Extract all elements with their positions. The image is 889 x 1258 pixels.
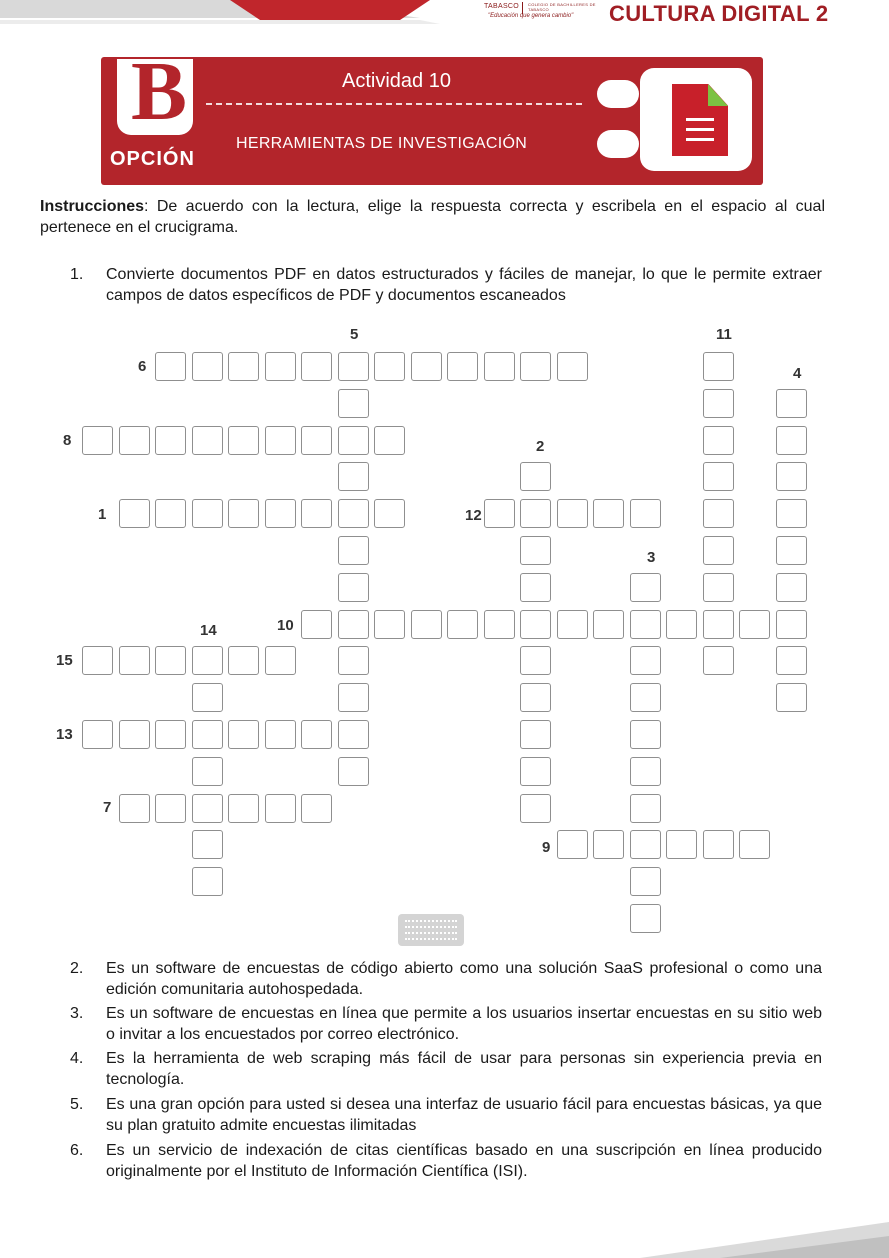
crossword-cell[interactable] xyxy=(338,426,369,455)
crossword-cell[interactable] xyxy=(520,536,551,565)
crossword-cell[interactable] xyxy=(630,757,661,786)
clue-number-15: 15 xyxy=(56,652,73,669)
crossword-cell[interactable] xyxy=(520,720,551,749)
crossword-cell[interactable] xyxy=(520,683,551,712)
crossword-cell[interactable] xyxy=(520,499,551,528)
crossword-cell[interactable] xyxy=(776,646,807,675)
crossword-cell[interactable] xyxy=(703,573,734,602)
crossword-cell[interactable] xyxy=(301,794,332,823)
crossword-cell[interactable] xyxy=(520,573,551,602)
crossword-cell[interactable] xyxy=(557,499,588,528)
crossword-cell[interactable] xyxy=(265,794,296,823)
crossword-cell[interactable] xyxy=(338,757,369,786)
clue-number-13: 13 xyxy=(56,726,73,743)
crossword-cell[interactable] xyxy=(338,352,369,381)
crossword-cell[interactable] xyxy=(338,462,369,491)
crossword-cell[interactable] xyxy=(119,426,150,455)
crossword-cell[interactable] xyxy=(630,867,661,896)
crossword-cell[interactable] xyxy=(338,683,369,712)
crossword-cell[interactable] xyxy=(301,720,332,749)
footer-swoosh-graphic xyxy=(600,1222,889,1258)
crossword-cell[interactable] xyxy=(119,499,150,528)
banner-knob-top xyxy=(597,80,639,108)
crossword-cell[interactable] xyxy=(630,904,661,933)
clue-number-8: 8 xyxy=(63,432,72,449)
crossword-cell[interactable] xyxy=(630,499,661,528)
crossword-cell[interactable] xyxy=(192,646,223,675)
crossword-cell[interactable] xyxy=(374,610,405,639)
clue-number-11: 11 xyxy=(716,326,732,343)
crossword-cell[interactable] xyxy=(301,610,332,639)
crossword-cell[interactable] xyxy=(192,683,223,712)
crossword-cell[interactable] xyxy=(630,720,661,749)
crossword-cell[interactable] xyxy=(520,757,551,786)
question-text: Es un software de encuestas de código abierto como una solución SaaS profesional o como una edición comunitaria autohospedada. xyxy=(106,960,822,998)
crossword-cell[interactable] xyxy=(557,352,588,381)
crossword-cell[interactable] xyxy=(776,573,807,602)
crossword-cell[interactable] xyxy=(557,610,588,639)
crossword-cell[interactable] xyxy=(484,352,515,381)
crossword-cell[interactable] xyxy=(630,683,661,712)
activity-title: Actividad 10 xyxy=(342,70,451,92)
crossword-cell[interactable] xyxy=(192,867,223,896)
question-number: 1. xyxy=(70,266,84,283)
document-line xyxy=(686,138,714,141)
crossword-cell[interactable] xyxy=(520,352,551,381)
clue-number-10: 10 xyxy=(277,617,294,634)
crossword-cell[interactable] xyxy=(374,426,405,455)
crossword-cell[interactable] xyxy=(301,352,332,381)
crossword-cell[interactable] xyxy=(228,426,259,455)
motto: "Educación que genera cambio" xyxy=(488,13,574,19)
keyboard-icon xyxy=(398,914,464,946)
crossword-cell[interactable] xyxy=(155,499,186,528)
clue-number-6: 6 xyxy=(138,358,147,375)
question-number: 5. xyxy=(70,1096,84,1113)
college-logo: COLEGIO DE BACHILLERES DE TABASCO xyxy=(528,2,596,12)
crossword-cell[interactable] xyxy=(703,610,734,639)
crossword-cell[interactable] xyxy=(338,646,369,675)
question-text: Convierte documentos PDF en datos estructurados y fáciles de manejar, lo que le permite extraer campos de datos específicos de PDF y documentos escaneados xyxy=(106,266,822,304)
crossword-cell[interactable] xyxy=(630,573,661,602)
clue-number-1: 1 xyxy=(98,506,107,523)
crossword-cell[interactable] xyxy=(739,830,770,859)
crossword-cell[interactable] xyxy=(593,499,624,528)
crossword-cell[interactable] xyxy=(411,352,442,381)
crossword-cell[interactable] xyxy=(192,794,223,823)
banner-knob-bottom xyxy=(597,130,639,158)
crossword-cell[interactable] xyxy=(265,499,296,528)
crossword-cell[interactable] xyxy=(776,462,807,491)
crossword-cell[interactable] xyxy=(374,499,405,528)
crossword-cell[interactable] xyxy=(520,462,551,491)
question-number: 2. xyxy=(70,960,84,977)
crossword-cell[interactable] xyxy=(703,499,734,528)
crossword-cell[interactable] xyxy=(776,499,807,528)
crossword-cell[interactable] xyxy=(703,352,734,381)
crossword-cell[interactable] xyxy=(739,610,770,639)
crossword-cell[interactable] xyxy=(484,499,515,528)
crossword-cell[interactable] xyxy=(666,610,697,639)
crossword-cell[interactable] xyxy=(228,646,259,675)
crossword-cell[interactable] xyxy=(520,610,551,639)
clue-number-3: 3 xyxy=(647,549,656,566)
crossword-cell[interactable] xyxy=(192,757,223,786)
instructions xyxy=(40,196,825,238)
crossword-cell[interactable] xyxy=(265,646,296,675)
crossword-cell[interactable] xyxy=(119,646,150,675)
crossword-cell[interactable] xyxy=(338,573,369,602)
crossword-cell[interactable] xyxy=(338,389,369,418)
crossword-cell[interactable] xyxy=(520,646,551,675)
crossword-cell[interactable] xyxy=(593,610,624,639)
crossword-cell[interactable] xyxy=(776,683,807,712)
crossword-cell[interactable] xyxy=(630,794,661,823)
top-header xyxy=(0,0,889,30)
crossword-cell[interactable] xyxy=(776,389,807,418)
instructions-label: Instrucciones xyxy=(40,198,145,215)
crossword-cell[interactable] xyxy=(192,830,223,859)
document-line xyxy=(686,118,714,121)
crossword-cell[interactable] xyxy=(82,720,113,749)
crossword-cell[interactable] xyxy=(338,610,369,639)
crossword-cell[interactable] xyxy=(703,646,734,675)
crossword-cell[interactable] xyxy=(776,610,807,639)
crossword-cell[interactable] xyxy=(338,536,369,565)
crossword-cell[interactable] xyxy=(703,389,734,418)
crossword-cell[interactable] xyxy=(228,499,259,528)
crossword-cell[interactable] xyxy=(484,610,515,639)
crossword-cell[interactable] xyxy=(447,352,478,381)
crossword-cell[interactable] xyxy=(228,794,259,823)
crossword-cell[interactable] xyxy=(630,646,661,675)
crossword-cell[interactable] xyxy=(192,499,223,528)
crossword-cell[interactable] xyxy=(338,499,369,528)
clue-number-14: 14 xyxy=(200,622,217,639)
crossword-cell[interactable] xyxy=(155,794,186,823)
question-text: Es un servicio de indexación de citas científicas basado en una suscripción en línea producido originalmente por el Instituto de Información Científica (ISI). xyxy=(106,1142,822,1180)
crossword-cell[interactable] xyxy=(776,536,807,565)
topic-title: HERRAMIENTAS DE INVESTIGACIÓN xyxy=(236,135,528,152)
crossword-cell[interactable] xyxy=(703,462,734,491)
option-letter: B xyxy=(131,45,188,138)
crossword-cell[interactable] xyxy=(301,499,332,528)
question-5 xyxy=(70,1094,822,1136)
clue-number-2: 2 xyxy=(536,438,545,455)
crossword-cell[interactable] xyxy=(301,426,332,455)
crossword-cell[interactable] xyxy=(265,720,296,749)
document-line xyxy=(686,128,714,131)
crossword-cell[interactable] xyxy=(703,536,734,565)
crossword-cell[interactable] xyxy=(666,830,697,859)
crossword-cell[interactable] xyxy=(374,352,405,381)
question-number: 4. xyxy=(70,1050,84,1067)
crossword-cell[interactable] xyxy=(265,426,296,455)
crossword-cell[interactable] xyxy=(228,352,259,381)
crossword-cell[interactable] xyxy=(82,426,113,455)
crossword-cell[interactable] xyxy=(338,720,369,749)
crossword-cell[interactable] xyxy=(228,720,259,749)
crossword-cell[interactable] xyxy=(630,830,661,859)
crossword-cell[interactable] xyxy=(265,352,296,381)
crossword-cell[interactable] xyxy=(557,830,588,859)
crossword-cell[interactable] xyxy=(192,720,223,749)
clue-number-4: 4 xyxy=(793,365,802,382)
crossword-cell[interactable] xyxy=(776,426,807,455)
crossword-cell[interactable] xyxy=(703,426,734,455)
clue-number-12: 12 xyxy=(465,507,482,524)
subject-title: CULTURA DIGITAL 2 xyxy=(609,1,829,26)
crossword-cell[interactable] xyxy=(192,352,223,381)
crossword-cell[interactable] xyxy=(411,610,442,639)
crossword-cell[interactable] xyxy=(593,830,624,859)
crossword-cell[interactable] xyxy=(119,720,150,749)
crossword-cell[interactable] xyxy=(703,830,734,859)
crossword-cell[interactable] xyxy=(447,610,478,639)
question-4 xyxy=(70,1048,822,1090)
crossword-cell[interactable] xyxy=(155,426,186,455)
crossword-cell[interactable] xyxy=(630,610,661,639)
question-number: 3. xyxy=(70,1005,84,1022)
question-6 xyxy=(70,1140,822,1182)
question-3 xyxy=(70,1003,822,1045)
crossword-cell[interactable] xyxy=(155,352,186,381)
option-label: OPCIÓN xyxy=(110,148,195,170)
question-text: Es la herramienta de web scraping más fácil de usar para personas sin experiencia previa en tecnología. xyxy=(106,1050,822,1088)
tabasco-logo: TABASCO xyxy=(484,3,520,10)
question-number: 6. xyxy=(70,1142,84,1159)
crossword-cell[interactable] xyxy=(155,646,186,675)
crossword-cell[interactable] xyxy=(192,426,223,455)
clue-number-9: 9 xyxy=(542,839,551,856)
banner-divider xyxy=(206,103,582,105)
crossword-cell[interactable] xyxy=(119,794,150,823)
question-text: Es un software de encuestas en línea que permite a los usuarios insertar encuestas en su sitio web o invitar a los encuestados por correo electrónico. xyxy=(106,1005,822,1043)
question-2 xyxy=(70,958,822,1000)
question-1 xyxy=(70,264,822,306)
crossword-cell[interactable] xyxy=(520,794,551,823)
crossword-cell[interactable] xyxy=(155,720,186,749)
instructions-text: : De acuerdo con la lectura, elige la respuesta correcta y escribela en el espacio al cual pertenece en el crucigrama. xyxy=(40,198,825,236)
question-text: Es una gran opción para usted si desea una interfaz de usuario fácil para encuestas básicas, ya que su plan gratuito admite encuestas ilimitadas xyxy=(106,1096,822,1134)
crossword-cell[interactable] xyxy=(82,646,113,675)
clue-number-7: 7 xyxy=(103,799,112,816)
clue-number-5: 5 xyxy=(350,326,359,343)
